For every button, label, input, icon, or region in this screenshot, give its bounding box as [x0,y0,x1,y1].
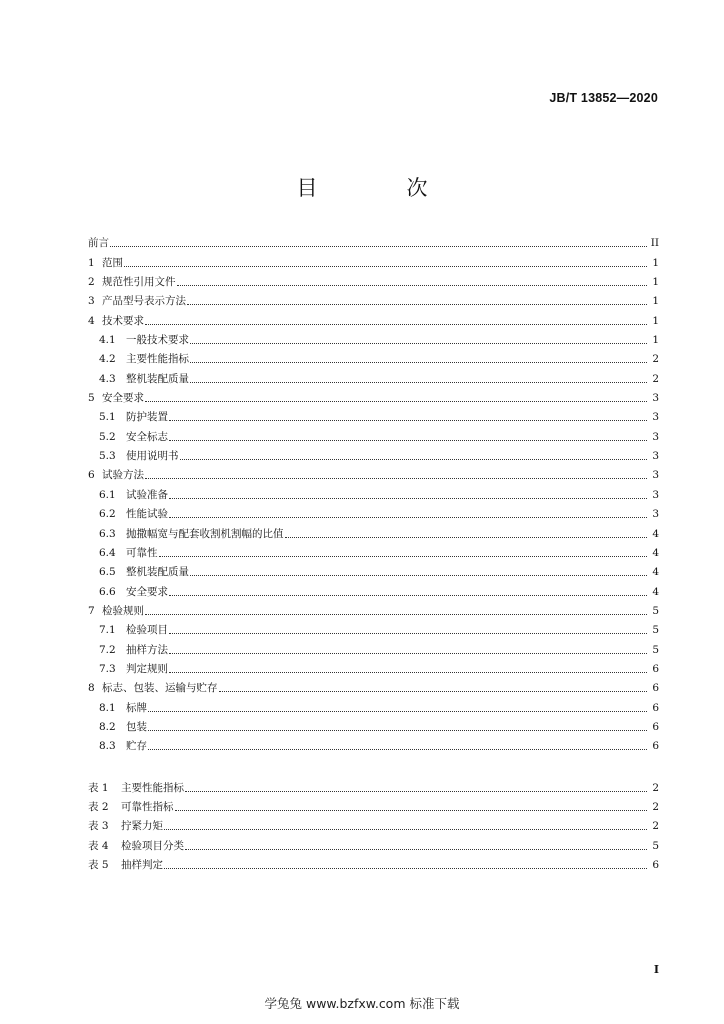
toc-entry-label [99,624,168,637]
toc-entry-label [99,586,168,599]
toc-entry-number: 2 [88,276,95,289]
dot-leader [185,791,647,792]
toc-entry-label [88,605,144,618]
toc-entry[interactable] [88,366,659,385]
toc-entry-page: 3 [652,392,659,405]
dot-leader [175,810,648,811]
toc-entry-number: 6.4 [99,546,116,559]
table-list [88,775,659,872]
table-list-entry[interactable] [88,795,659,814]
toc-entry-label [99,547,158,560]
toc-entry-page: 5 [652,624,659,637]
dot-leader [169,420,647,421]
toc-entry[interactable] [88,657,659,676]
dot-leader [169,653,647,654]
toc-entry-label [88,257,123,270]
toc-entry-label [99,702,147,715]
dot-leader [185,849,647,850]
toc-entry-number: 6.2 [99,508,116,521]
toc-entry[interactable] [88,734,659,753]
toc-entry-text: 试验准备 [126,488,168,501]
dot-leader [285,537,648,538]
dot-leader [190,382,647,383]
toc-entry-label [88,276,176,289]
toc-entry-page: 6 [652,720,659,733]
toc-entry[interactable] [88,270,659,289]
toc-entry[interactable] [88,560,659,579]
toc-entry[interactable] [88,502,659,521]
dot-leader [169,517,647,518]
toc-entry-page: 6 [652,701,659,714]
toc-entry-number: 8.1 [99,701,116,714]
dot-leader [169,440,647,441]
toc-entries [88,231,659,753]
dot-leader [145,478,647,479]
toc-entry-number: 5.3 [99,450,116,463]
toc-entry-number: 5.1 [99,411,116,424]
toc-entry-page: II [650,237,659,250]
toc-entry-text: 防护装置 [126,411,168,424]
toc-entry-number: 6.5 [99,566,116,579]
toc-entry-label [88,315,144,328]
toc-entry-label [99,450,179,463]
toc-entry-label [99,644,168,657]
toc-entry[interactable] [88,637,659,656]
toc-entry-page: 2 [652,820,659,833]
toc-entry-text: 贮存 [126,740,147,753]
toc-entry-number: 6 [88,469,95,482]
toc-entry-page: 5 [652,604,659,617]
toc-entry-text: 使用说明书 [126,450,179,463]
toc-entry-page: 4 [652,527,659,540]
toc-entry[interactable] [88,308,659,327]
toc-entry-text: 抛撒幅宽与配套收割机割幅的比值 [126,527,284,540]
toc-entry-text: 整机装配质量 [126,372,189,385]
toc-entry-page: 2 [652,800,659,813]
toc-entry-label [88,801,174,814]
toc-entry-number: 1 [88,256,95,269]
toc-entry-text: 标牌 [126,701,147,714]
dot-leader [190,575,647,576]
toc-entry-page: 4 [652,546,659,559]
toc-entry-number: 7 [88,604,95,617]
toc-entry-number: 5 [88,392,95,405]
toc-entry-number: 表 2 [88,800,109,813]
toc-entry-label [99,489,168,502]
toc-entry-number: 表 3 [88,820,109,833]
toc-entry-page: 2 [652,372,659,385]
toc-entry-text: 前言 [88,237,109,250]
toc-entry[interactable] [88,328,659,347]
toc-entry-number: 4 [88,314,95,327]
toc-entry[interactable] [88,618,659,637]
toc-entry-page: 1 [652,334,659,347]
toc-entry-label [99,353,189,366]
toc-entry-text: 安全标志 [126,430,168,443]
dot-leader [145,614,647,615]
toc-separator [88,753,659,775]
toc-entry-page: 3 [652,411,659,424]
page-number: I [653,963,659,976]
toc-entry-text: 产品型号表示方法 [102,295,186,308]
dot-leader [169,498,647,499]
toc-entry-number: 4.3 [99,372,116,385]
toc-entry-page: 3 [652,430,659,443]
toc-entry-text: 检验规则 [102,604,144,617]
toc-entry-number: 8.2 [99,720,116,733]
toc-entry-label [99,528,284,541]
dot-leader [180,459,648,460]
dot-leader [190,343,647,344]
toc-entry-label [99,373,189,386]
toc-entry-text: 抽样方法 [126,643,168,656]
toc-entry-text: 主要性能指标 [121,781,184,794]
dot-leader [110,246,647,247]
toc-entry-text: 可靠性指标 [121,800,174,813]
toc-entry-text: 性能试验 [126,508,168,521]
dot-leader [177,285,648,286]
toc-entry-label [88,295,186,308]
toc-entry-number: 7.1 [99,624,116,637]
toc-entry[interactable] [88,715,659,734]
toc-entry-text: 包装 [126,720,147,733]
toc-entry[interactable] [88,250,659,269]
toc-entry[interactable] [88,676,659,695]
toc-entry-number: 7.3 [99,662,116,675]
toc-entry[interactable] [88,289,659,308]
toc-entry-label [99,663,168,676]
toc-entry-page: 6 [652,662,659,675]
toc-entry-label [88,820,163,833]
toc-entry-number: 4.1 [99,334,116,347]
toc-entry-text: 整机装配质量 [126,566,189,579]
toc-entry-page: 1 [652,276,659,289]
toc-entry-label [99,334,189,347]
toc-entry-page: 1 [652,295,659,308]
toc-entry-page: 3 [652,450,659,463]
dot-leader [124,266,647,267]
toc-entry-text: 标志、包装、运输与贮存 [102,682,218,695]
toc-entry-number: 7.2 [99,643,116,656]
toc-entry-number: 6.3 [99,527,116,540]
dot-leader [145,324,647,325]
toc-entry-label [88,392,144,405]
toc-entry-page: 5 [652,643,659,656]
dot-leader [169,633,647,634]
table-list-entry[interactable] [88,814,659,833]
toc-entry-page: 4 [652,566,659,579]
toc-entry[interactable] [88,482,659,501]
toc-entry-label [88,782,184,795]
toc-entry-number: 表 5 [88,859,109,871]
dot-leader [169,595,647,596]
toc-entry-number: 表 1 [88,781,109,794]
toc-entry-page: 2 [652,353,659,366]
toc-entry-text: 安全要求 [102,392,144,405]
toc-entry-label [88,859,163,872]
toc-entry[interactable] [88,579,659,598]
toc-entry-label [88,682,218,695]
toc-entry-label [99,566,189,579]
toc-entry[interactable] [88,599,659,618]
toc-entry-number: 5.2 [99,430,116,443]
toc-entry-page: 1 [652,256,659,269]
toc-entry-text: 技术要求 [102,314,144,327]
toc-entry[interactable] [88,444,659,463]
toc-entry[interactable] [88,405,659,424]
toc-entry-page: 6 [652,740,659,753]
toc-entry-number: 3 [88,295,95,308]
toc-entry-page: 6 [652,859,659,871]
toc-entry-number: 8.3 [99,740,116,753]
toc-entry-number: 4.2 [99,353,116,366]
toc-entry-text: 规范性引用文件 [102,276,176,289]
toc-entry[interactable] [88,695,659,714]
dot-leader [190,362,647,363]
dot-leader [164,829,647,830]
toc-entry-label [99,740,147,753]
toc-entry-text: 试验方法 [102,469,144,482]
toc-entry-text: 判定规则 [126,662,168,675]
dot-leader [148,711,647,712]
toc-entry-page: 3 [652,488,659,501]
table-list-entry[interactable] [88,833,659,852]
dot-leader [148,730,647,731]
toc-entry-page: 4 [652,585,659,598]
dot-leader [219,691,648,692]
toc-entry[interactable] [88,541,659,560]
toc-entry-page: 6 [652,682,659,695]
toc-entry-text: 主要性能指标 [126,353,189,366]
toc-entry-number: 6.1 [99,488,116,501]
toc-entry-label [99,411,168,424]
toc-entry-text: 检验项目分类 [121,839,184,852]
toc-entry-text: 一般技术要求 [126,334,189,347]
toc-entry-text: 可靠性 [126,546,158,559]
toc-entry-label [88,237,109,250]
toc-entry[interactable] [88,463,659,482]
toc-entry-page: 1 [652,314,659,327]
toc-entry[interactable] [88,231,659,250]
standard-code: JB/T 13852—2020 [549,91,658,105]
table-of-contents [88,231,659,872]
toc-entry-number: 6.6 [99,585,116,598]
table-list-entry[interactable] [88,775,659,794]
dot-leader [159,556,648,557]
dot-leader [169,672,647,673]
dot-leader [187,304,647,305]
dot-leader [148,749,647,750]
toc-entry-label [99,721,147,734]
toc-entry[interactable] [88,347,659,366]
toc-entry-page: 5 [652,839,659,852]
toc-entry-text: 范围 [102,256,123,269]
toc-entry-number: 表 4 [88,839,109,852]
toc-entry-text: 安全要求 [126,585,168,598]
toc-entry-number: 8 [88,682,95,695]
toc-entry-label [99,508,168,521]
toc-entry-label [88,469,144,482]
dot-leader [164,868,647,869]
toc-entry-label [88,840,184,853]
toc-entry[interactable] [88,386,659,405]
toc-entry[interactable] [88,424,659,443]
dot-leader [145,401,647,402]
toc-entry-page: 2 [652,781,659,794]
page-title: 目 次 [296,176,462,200]
toc-entry-page: 3 [652,469,659,482]
toc-entry-text: 检验项目 [126,624,168,637]
toc-entry-label [99,431,168,444]
toc-entry-page: 3 [652,508,659,521]
watermark-footer: 学兔兔 www.bzfxw.com 标准下载 [264,996,460,1011]
toc-entry-text: 拧紧力矩 [121,820,163,833]
toc-entry-text: 抽样判定 [121,859,163,871]
toc-entry[interactable] [88,521,659,540]
table-list-entry[interactable] [88,853,659,872]
